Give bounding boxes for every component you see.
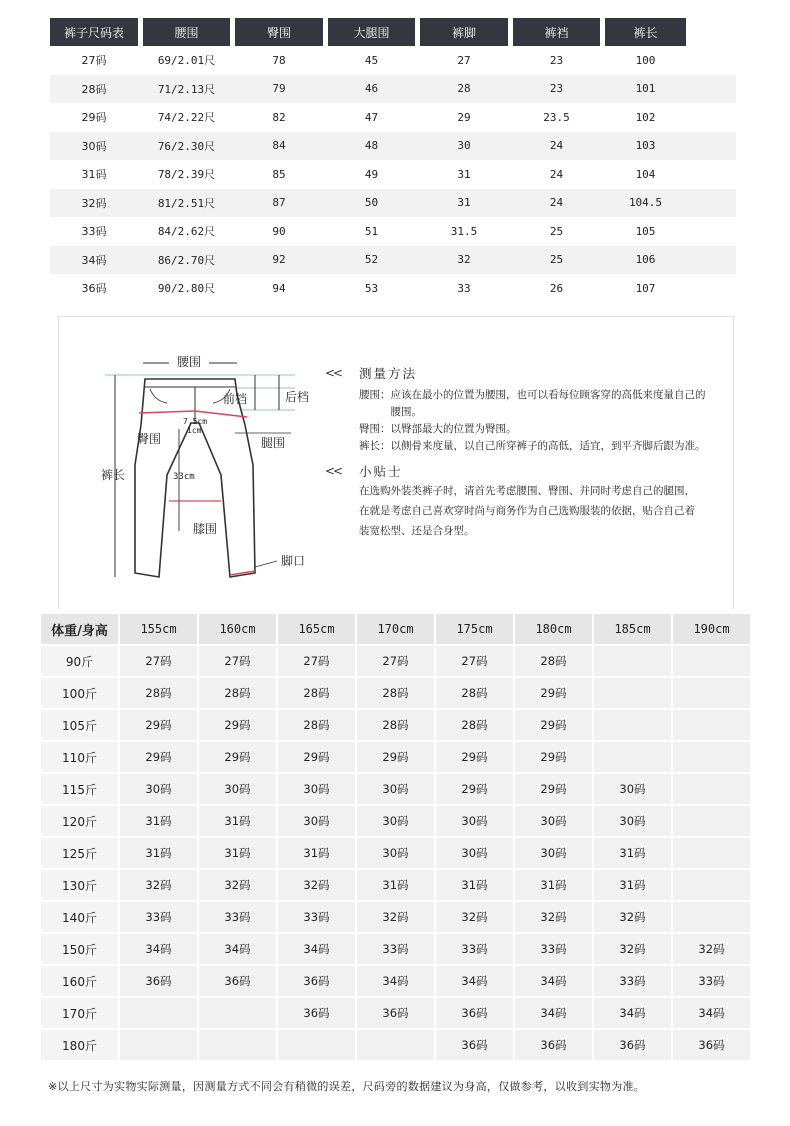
size-cell: 28码 [278, 678, 357, 708]
table-row [41, 932, 750, 964]
size-cell [199, 998, 278, 1028]
size-cell: 31码 [199, 806, 278, 836]
size-cell [673, 710, 750, 740]
weight-height-header-cell: 155cm [120, 614, 199, 644]
table-row [41, 676, 750, 708]
chevron-left-icon: << [325, 464, 342, 478]
size-chart-cell: 101 [635, 82, 656, 96]
size-chart-cell: 27码 [81, 54, 107, 68]
weight-cell: 130斤 [41, 870, 120, 900]
size-chart-cell: 23.5 [543, 110, 570, 124]
weight-height-body [41, 644, 750, 1060]
size-chart-cell: 87 [272, 196, 286, 210]
size-cell: 36码 [436, 1030, 515, 1060]
size-chart-cell: 29码 [81, 111, 107, 125]
size-chart-cell: 51 [364, 224, 379, 238]
size-cell: 27码 [120, 646, 199, 676]
howto-entry-waist: 腰围： 应该在最小的位置为腰围，也可以看每位顾客穿的高低来度量自己的腰围。 [359, 389, 706, 418]
size-cell: 29码 [515, 774, 594, 804]
waist-label: 腰围 [176, 355, 202, 369]
table-row [50, 160, 736, 189]
weight-height-header-cell: 170cm [357, 614, 436, 644]
size-cell: 29码 [120, 710, 199, 740]
size-chart-header-cell: 裤裆 [513, 18, 600, 46]
table-row [50, 46, 736, 75]
size-cell: 28码 [436, 678, 515, 708]
size-cell: 29码 [436, 774, 515, 804]
size-cell: 27码 [278, 646, 357, 676]
size-chart-cell: 79 [272, 82, 286, 96]
size-cell: 30码 [278, 806, 357, 836]
size-cell: 36码 [120, 966, 199, 996]
size-cell: 30码 [594, 774, 673, 804]
size-cell: 32码 [594, 934, 673, 964]
size-cell: 27码 [357, 646, 436, 676]
size-chart-body [50, 46, 736, 303]
size-chart-cell: 74/2.22尺 [157, 111, 216, 125]
back-rise-label: 后档 [285, 390, 310, 404]
size-chart-cell: 71/2.13尺 [157, 82, 216, 96]
size-chart-cell: 24 [549, 167, 564, 181]
weight-cell: 140斤 [41, 902, 120, 932]
weight-height-header-row [41, 614, 750, 644]
size-chart-cell: 25 [549, 224, 564, 238]
size-cell: 33码 [515, 934, 594, 964]
measurement-guide-panel [58, 316, 734, 609]
size-chart-cell: 23 [549, 82, 564, 96]
size-chart-cell: 32码 [81, 196, 107, 210]
weight-height-header-cell: 体重/身高 [41, 614, 120, 644]
size-cell: 32码 [515, 902, 594, 932]
size-cell [199, 1030, 278, 1060]
size-cell: 33码 [120, 902, 199, 932]
size-chart-cell: 24 [549, 196, 564, 210]
thigh-label: 腿围 [261, 436, 286, 450]
size-chart-cell: 102 [635, 110, 656, 124]
size-chart-header-cell: 大腿围 [328, 18, 415, 46]
weight-cell: 115斤 [41, 774, 120, 804]
size-chart-cell: 107 [635, 281, 656, 295]
size-chart-header-cell: 腰围 [143, 18, 230, 46]
size-chart-cell: 34码 [81, 253, 107, 267]
hip-label: 臀围 [137, 432, 162, 446]
size-chart-cell: 46 [364, 82, 379, 96]
knee-label: 膝围 [193, 522, 218, 536]
size-cell [673, 646, 750, 676]
weight-cell: 90斤 [41, 646, 120, 676]
size-chart-header-cell: 裤长 [605, 18, 686, 46]
size-chart-cell: 50 [364, 196, 379, 210]
size-cell: 33码 [673, 966, 750, 996]
size-chart-table [50, 18, 736, 303]
size-cell: 29码 [357, 742, 436, 772]
size-chart-cell: 90 [272, 224, 286, 238]
size-chart-cell: 69/2.01尺 [157, 54, 216, 68]
front-rise-label: 前档 [223, 392, 248, 406]
size-cell: 31码 [436, 870, 515, 900]
size-cell: 36码 [357, 998, 436, 1028]
size-cell: 30码 [278, 774, 357, 804]
size-chart-cell: 28 [457, 82, 471, 96]
size-chart-cell: 104 [635, 167, 656, 181]
weight-cell: 100斤 [41, 678, 120, 708]
mark-33cm: 33cm [173, 472, 195, 482]
size-cell [673, 838, 750, 868]
weight-height-header-cell: 190cm [693, 622, 730, 636]
table-row [50, 75, 736, 104]
weight-cell: 150斤 [41, 934, 120, 964]
size-chart-cell: 47 [364, 110, 379, 124]
size-cell: 28码 [515, 646, 594, 676]
weight-cell: 105斤 [41, 710, 120, 740]
size-chart-cell: 104.5 [628, 196, 663, 210]
size-chart-header-cell: 裤子尺码表 [50, 18, 138, 46]
hem-label: 脚口 [281, 554, 306, 568]
size-cell: 30码 [436, 838, 515, 868]
size-cell: 32码 [120, 870, 199, 900]
length-label: 裤长 [101, 468, 126, 482]
size-chart-header-cell: 裤脚 [420, 18, 508, 46]
size-cell: 31码 [278, 838, 357, 868]
size-chart-cell: 85 [272, 167, 286, 181]
size-chart-cell: 27 [457, 53, 471, 67]
size-cell: 30码 [594, 806, 673, 836]
tips-heading [325, 461, 715, 481]
size-cell: 34码 [278, 934, 357, 964]
size-chart-cell: 31 [457, 167, 471, 181]
howto-title: 测量方法 [359, 366, 418, 381]
size-cell: 29码 [120, 742, 199, 772]
size-cell: 31码 [515, 870, 594, 900]
size-cell: 31码 [357, 870, 436, 900]
size-cell [673, 870, 750, 900]
size-cell: 29码 [199, 742, 278, 772]
weight-cell: 180斤 [41, 1030, 120, 1060]
table-row [41, 772, 750, 804]
table-row [41, 740, 750, 772]
size-cell: 30码 [199, 774, 278, 804]
size-cell: 33码 [594, 966, 673, 996]
weight-height-header-cell: 165cm [278, 614, 357, 644]
size-chart-cell: 94 [272, 281, 286, 295]
tips-text: 在选购外装类裤子时，请首先考虑腰围、臀围、并同时考虑自己的腿围，在就是考虑自己喜欢穿时尚与商务作为自己选购服装的依据，贴合自己着装宽松型、还是合身型。 [359, 485, 695, 537]
weight-height-size-table [41, 614, 750, 1060]
table-row [41, 708, 750, 740]
size-cell: 33码 [357, 934, 436, 964]
table-row [50, 189, 736, 218]
size-cell: 30码 [120, 774, 199, 804]
size-cell: 29码 [515, 710, 594, 740]
size-cell [120, 998, 199, 1028]
size-cell: 27码 [199, 646, 278, 676]
size-cell: 29码 [515, 678, 594, 708]
weight-height-header-cell: 180cm [515, 614, 594, 644]
size-chart-cell: 30 [457, 139, 471, 153]
weight-height-header-cell: 160cm [199, 614, 278, 644]
size-cell: 29码 [436, 742, 515, 772]
size-cell: 29码 [278, 742, 357, 772]
size-cell: 33码 [278, 902, 357, 932]
size-cell: 30码 [436, 806, 515, 836]
size-chart-cell: 48 [364, 139, 379, 153]
size-cell: 36码 [436, 998, 515, 1028]
table-row [41, 900, 750, 932]
size-chart-cell: 103 [635, 139, 656, 153]
size-cell: 36码 [594, 1030, 673, 1060]
table-row [50, 217, 736, 246]
table-row [50, 246, 736, 275]
size-chart-cell: 90/2.80尺 [157, 282, 216, 296]
size-cell: 30码 [357, 806, 436, 836]
size-chart-cell: 100 [635, 53, 656, 67]
size-cell [673, 806, 750, 836]
size-chart-cell: 52 [364, 253, 379, 267]
size-cell [594, 678, 673, 708]
size-chart-cell: 26 [549, 281, 564, 295]
size-cell: 34码 [436, 966, 515, 996]
size-cell [673, 902, 750, 932]
weight-cell: 160斤 [41, 966, 120, 996]
size-cell: 28码 [436, 710, 515, 740]
size-cell: 31码 [199, 838, 278, 868]
size-cell: 36码 [278, 966, 357, 996]
table-row [41, 868, 750, 900]
size-chart-cell: 24 [549, 139, 564, 153]
size-cell: 32码 [594, 902, 673, 932]
footnote: ※以上尺寸为实物实际测量，因测量方式不同会有稍微的误差，尺码旁的数据建议为身高，仅做参考，以收到实物为准。 [48, 1080, 646, 1093]
size-cell [673, 774, 750, 804]
size-cell: 28码 [357, 710, 436, 740]
size-cell [594, 742, 673, 772]
size-chart-cell: 33 [457, 281, 471, 295]
size-cell: 28码 [120, 678, 199, 708]
size-cell: 33码 [436, 934, 515, 964]
table-row [50, 274, 736, 303]
table-row [41, 804, 750, 836]
size-cell [673, 742, 750, 772]
size-chart-cell: 105 [635, 224, 656, 238]
size-chart-cell: 31码 [81, 168, 107, 182]
table-row [41, 644, 750, 676]
weight-height-header-cell: 175cm [436, 614, 515, 644]
size-chart-header-row [50, 18, 736, 46]
size-cell: 33码 [199, 902, 278, 932]
size-cell [357, 1030, 436, 1060]
size-cell: 31码 [120, 838, 199, 868]
size-cell: 30码 [357, 838, 436, 868]
size-cell: 29码 [515, 742, 594, 772]
size-cell: 34码 [673, 998, 750, 1028]
table-row [41, 996, 750, 1028]
size-cell: 34码 [357, 966, 436, 996]
pants-measurement-diagram [95, 345, 325, 585]
size-cell: 32码 [357, 902, 436, 932]
size-chart-cell: 28码 [81, 82, 107, 96]
size-cell: 32码 [199, 870, 278, 900]
size-cell: 31码 [594, 838, 673, 868]
size-cell: 28码 [199, 678, 278, 708]
size-cell: 29码 [199, 710, 278, 740]
weight-cell: 110斤 [41, 742, 120, 772]
size-chart-cell: 92 [272, 253, 286, 267]
size-chart-cell: 36码 [81, 282, 107, 296]
mark-7-5cm: 7.5cm [183, 417, 208, 426]
measurement-instructions [325, 363, 715, 541]
size-cell: 36码 [673, 1030, 750, 1060]
size-chart-cell: 23 [549, 53, 564, 67]
size-chart-cell: 25 [549, 253, 564, 267]
size-chart-cell: 106 [635, 253, 656, 267]
size-cell [120, 1030, 199, 1060]
size-cell: 36码 [515, 1030, 594, 1060]
weight-cell: 170斤 [41, 998, 120, 1028]
size-cell: 34码 [594, 998, 673, 1028]
size-chart-cell: 76/2.30尺 [157, 139, 216, 153]
size-chart-cell: 30码 [81, 139, 107, 153]
size-chart-cell: 82 [272, 110, 286, 124]
size-chart-cell: 49 [364, 167, 379, 181]
size-cell: 32码 [436, 902, 515, 932]
weight-cell: 125斤 [41, 838, 120, 868]
size-chart-cell: 31.5 [450, 224, 478, 238]
weight-height-header-cell: 185cm [594, 614, 673, 644]
size-cell [594, 710, 673, 740]
size-cell: 34码 [515, 966, 594, 996]
size-cell: 27码 [436, 646, 515, 676]
size-chart-cell: 86/2.70尺 [157, 253, 216, 267]
size-cell: 34码 [515, 998, 594, 1028]
size-chart-cell: 33码 [81, 225, 107, 239]
size-chart-cell: 84 [272, 139, 286, 153]
hem-pointer [255, 561, 277, 567]
size-cell: 30码 [515, 806, 594, 836]
size-chart-cell: 81/2.51尺 [157, 196, 216, 210]
chevron-left-icon: << [325, 366, 342, 380]
size-cell: 34码 [120, 934, 199, 964]
size-chart-cell: 78/2.39尺 [157, 168, 216, 182]
howto-heading [325, 363, 715, 383]
weight-cell: 120斤 [41, 806, 120, 836]
mark-1cm: 1cm [187, 426, 202, 435]
size-cell: 30码 [357, 774, 436, 804]
size-cell: 34码 [199, 934, 278, 964]
table-row [41, 836, 750, 868]
table-row [41, 1028, 750, 1060]
howto-entry-length: 裤长： 以侧骨来度量，以自己所穿裤子的高低，适宜，到平齐脚后跟为准。 [359, 440, 706, 452]
size-chart-cell: 45 [364, 53, 379, 67]
size-cell: 28码 [357, 678, 436, 708]
howto-entry-hip: 臀围： 以臀部最大的位置为臀围。 [359, 423, 517, 435]
size-cell: 36码 [199, 966, 278, 996]
size-chart-cell: 78 [272, 53, 286, 67]
size-chart-cell: 31 [457, 196, 471, 210]
size-cell: 30码 [515, 838, 594, 868]
size-cell [278, 1030, 357, 1060]
size-chart-header-cell: 臀围 [235, 18, 323, 46]
size-chart-cell: 32 [457, 253, 471, 267]
table-row [41, 964, 750, 996]
size-chart-cell: 53 [364, 281, 379, 295]
tips-title: 小贴士 [359, 464, 403, 479]
size-cell [594, 646, 673, 676]
size-cell: 28码 [278, 710, 357, 740]
size-chart-cell: 84/2.62尺 [157, 225, 216, 239]
size-cell [673, 678, 750, 708]
size-cell: 31码 [120, 806, 199, 836]
size-chart-cell: 29 [457, 110, 471, 124]
size-cell: 31码 [594, 870, 673, 900]
table-row [50, 132, 736, 161]
table-row [50, 103, 736, 132]
size-cell: 32码 [673, 934, 750, 964]
size-cell: 36码 [278, 998, 357, 1028]
size-cell: 32码 [278, 870, 357, 900]
